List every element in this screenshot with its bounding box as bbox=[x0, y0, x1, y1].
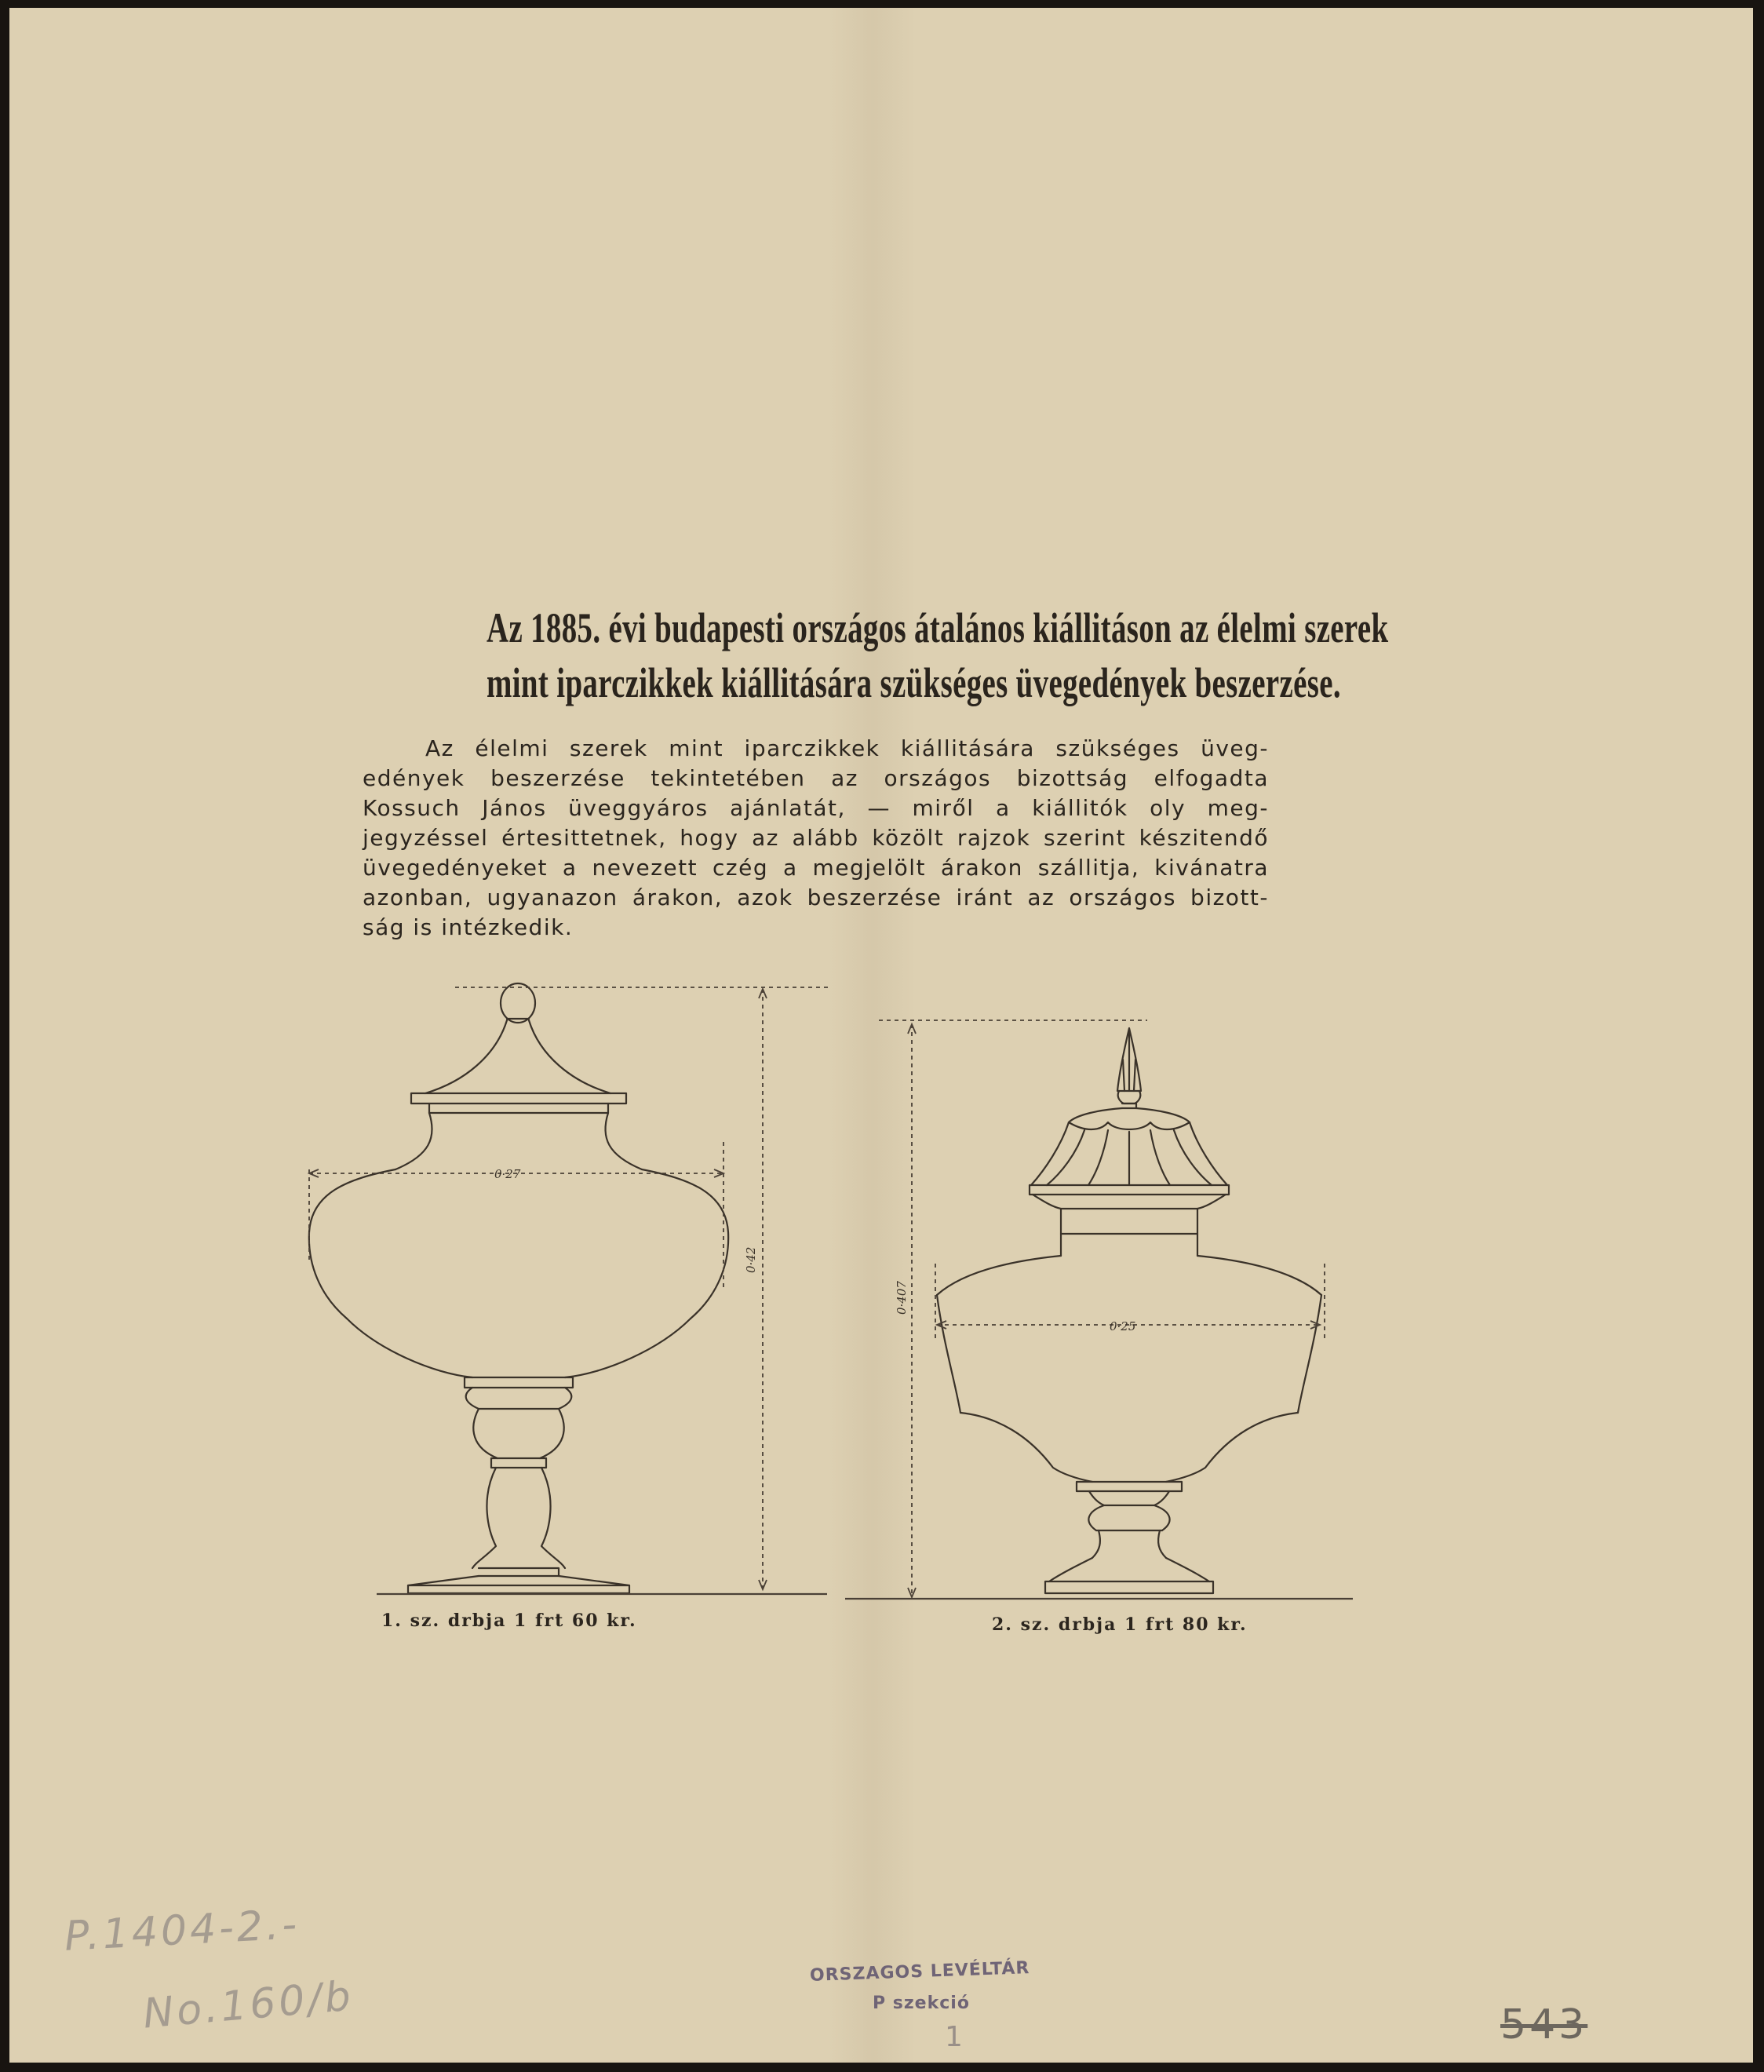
title-line-1: Az 1885. évi budapesti országos átalános kiállitáson az élelmi szerek bbox=[487, 604, 1389, 651]
archive-stamp-line-1: ORSZAGOS LEVÉLTÁR bbox=[809, 1958, 1030, 1986]
paragraph-line: jegyzéssel értesittetnek, hogy az alább közölt rajzok szerint készitendő bbox=[363, 825, 1269, 851]
paragraph-line: ság is intézkedik. bbox=[363, 914, 574, 940]
vase-2-dimensions bbox=[879, 1020, 1325, 1597]
vase-2-width-label: 0·25 bbox=[1110, 1319, 1136, 1333]
vase-1-drawing bbox=[309, 983, 728, 1593]
title-line-2: mint iparczikkek kiállitására szükséges üvegedények beszerzése. bbox=[487, 659, 1341, 706]
vase-1-height-label: 0·42 bbox=[744, 1246, 758, 1273]
paragraph-line: azonban, ugyanazon árakon, azok beszerzése iránt az országos bizott- bbox=[363, 885, 1269, 910]
vase-2-drawing bbox=[937, 1028, 1321, 1593]
paragraph-line: Az élelmi szerek mint iparczikkek kiállitására szükséges üveg- bbox=[425, 735, 1269, 761]
vase-1-caption: 1. sz. drbja 1 frt 60 kr. bbox=[381, 1611, 637, 1631]
handwritten-reference-line-2: No.160/b bbox=[140, 1972, 356, 2038]
paragraph-line: Kossuch János üveggyáros ajánlatát, — miről a kiállitók oly meg- bbox=[363, 795, 1269, 821]
paragraph-line: edények beszerzése tekintetében az országos bizottság elfogadta bbox=[363, 765, 1269, 791]
archive-stamp-number: 1 bbox=[945, 2021, 963, 2053]
vase-drawings bbox=[9, 8, 1753, 2063]
document-page bbox=[9, 8, 1753, 2063]
page-number: 543 bbox=[1500, 2001, 1588, 2048]
archive-stamp-line-2: P szekció bbox=[873, 1994, 970, 2013]
paragraph-line: üvegedényeket a nevezett czég a megjelölt árakon szállitja, kivánatra bbox=[363, 855, 1269, 881]
vase-2-height-label: 0·407 bbox=[895, 1281, 909, 1315]
vase-1-dimensions bbox=[309, 987, 829, 1589]
handwritten-reference-line-1: P.1404-2.- bbox=[63, 1901, 301, 1961]
vase-1-width-label: 0·27 bbox=[494, 1167, 521, 1181]
vase-2-caption: 2. sz. drbja 1 frt 80 kr. bbox=[992, 1614, 1248, 1635]
